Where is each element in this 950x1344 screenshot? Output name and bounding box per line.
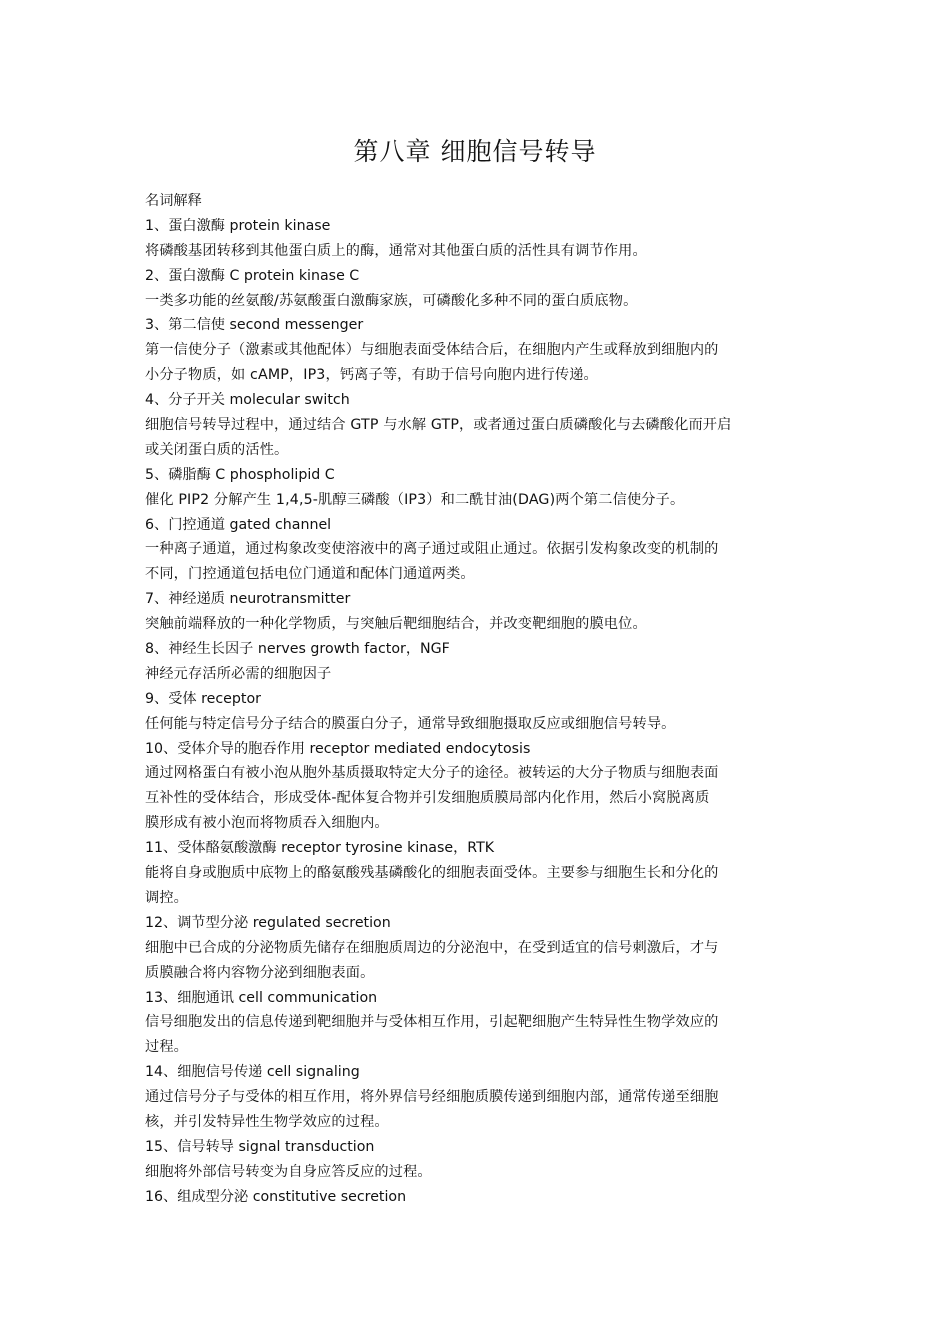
glossary-definition: [145, 662, 809, 687]
glossary-term: 14、细胞信号传递 cell signaling: [145, 1064, 360, 1081]
chapter-title: 第八章 细胞信号转导: [353, 137, 597, 166]
definition-line: 一类多功能的丝氨酸/苏氨酸蛋白激酶家族，可磷酸化多种不同的蛋白质底物。: [145, 292, 638, 309]
glossary-entry: [145, 1135, 809, 1185]
glossary-entry: [145, 911, 809, 986]
glossary-definition: [145, 413, 809, 463]
glossary-term: 5、磷脂酶 C phospholipid C: [145, 466, 335, 483]
definition-line: 质膜融合将内容物分泌到细胞表面。: [145, 964, 375, 981]
glossary-definition: [145, 289, 809, 314]
glossary-entry: [145, 513, 809, 588]
glossary-definition: [145, 612, 809, 637]
glossary-definition: [145, 488, 809, 513]
definition-line: 任何能与特定信号分子结合的膜蛋白分子，通常导致细胞摄取反应或细胞信号转导。: [145, 715, 676, 732]
definition-line: 小分子物质，如 cAMP，IP3，钙离子等，有助于信号向胞内进行传递。: [145, 367, 598, 384]
definition-line: 通过网格蛋白有被小泡从胞外基质摄取特定大分子的途径。被转运的大分子物质与细胞表面: [145, 765, 719, 782]
glossary-definition: [145, 861, 809, 911]
glossary-entry: [145, 587, 809, 637]
document-body: [145, 189, 809, 1210]
section-heading: 名词解释: [145, 193, 202, 209]
glossary-term: 2、蛋白激酶 C protein kinase C: [145, 267, 360, 284]
definition-line: 神经元存活所必需的细胞因子: [145, 665, 332, 682]
definition-line: 细胞信号转导过程中，通过结合 GTP 与水解 GTP，或者通过蛋白质磷酸化与去磷酸化而开启: [145, 417, 732, 434]
glossary-entry: [145, 737, 809, 837]
glossary-definition: [145, 1085, 809, 1135]
glossary-definition: [145, 1010, 809, 1060]
definition-line: 细胞中已合成的分泌物质先储存在细胞质周边的分泌泡中，在受到适宜的信号刺激后，才与: [145, 939, 719, 956]
glossary-term: 1、蛋白激酶 protein kinase: [145, 217, 331, 234]
glossary-term: 6、门控通道 gated channel: [145, 516, 332, 533]
definition-line: 突触前端释放的一种化学物质，与突触后靶细胞结合，并改变靶细胞的膜电位。: [145, 616, 647, 633]
glossary-term: 10、受体介导的胞吞作用 receptor mediated endocytosis: [145, 740, 531, 757]
glossary-definition: [145, 712, 809, 737]
definition-line: 膜形成有被小泡而将物质吞入细胞内。: [145, 815, 389, 832]
glossary-term: 9、受体 receptor: [145, 690, 261, 707]
glossary-entry: [145, 687, 809, 737]
glossary-term: 7、神经递质 neurotransmitter: [145, 591, 351, 608]
glossary-term: 11、受体酪氨酸激酶 receptor tyrosine kinase，RTK: [145, 840, 495, 857]
glossary-term: 13、细胞通讯 cell communication: [145, 989, 378, 1006]
glossary-definition: [145, 338, 809, 388]
glossary-definition: [145, 537, 809, 587]
definition-line: 能将自身或胞质中底物上的酪氨酸残基磷酸化的细胞表面受体。主要参与细胞生长和分化的: [145, 865, 719, 882]
glossary-definition: [145, 239, 809, 264]
glossary-entry: [145, 836, 809, 911]
definition-line: 信号细胞发出的信息传递到靶细胞并与受体相互作用，引起靶细胞产生特异性生物学效应的: [145, 1014, 719, 1031]
glossary-entry: [145, 388, 809, 463]
glossary-term: 4、分子开关 molecular switch: [145, 392, 350, 409]
glossary-term: 16、组成型分泌 constitutive secretion: [145, 1188, 407, 1205]
glossary-term: 3、第二信使 second messenger: [145, 317, 364, 334]
definition-line: 细胞将外部信号转变为自身应答反应的过程。: [145, 1163, 432, 1180]
glossary-term: 12、调节型分泌 regulated secretion: [145, 914, 391, 931]
glossary-entry: [145, 463, 809, 513]
definition-line: 核，并引发特异性生物学效应的过程。: [145, 1113, 389, 1130]
glossary-term: 15、信号转导 signal transduction: [145, 1138, 375, 1155]
glossary-term: 8、神经生长因子 nerves growth factor，NGF: [145, 641, 450, 658]
definition-line: 或关闭蛋白质的活性。: [145, 441, 289, 458]
glossary-entry: [145, 637, 809, 687]
definition-line: 互补性的受体结合，形成受体-配体复合物并引发细胞质膜局部内化作用，然后小窝脱离质: [145, 790, 710, 807]
definition-line: 调控。: [145, 889, 189, 906]
glossary-definition: [145, 1160, 809, 1185]
definition-line: 一种离子通道，通过构象改变使溶液中的离子通过或阻止通过。依据引发构象改变的机制的: [145, 541, 719, 558]
glossary-entry: [145, 1060, 809, 1135]
glossary-entry: [145, 1185, 809, 1210]
definition-line: 第一信使分子（激素或其他配体）与细胞表面受体结合后，在细胞内产生或释放到细胞内的: [145, 342, 719, 359]
glossary-entry: [145, 214, 809, 264]
glossary-entry: [145, 986, 809, 1061]
glossary-entry: [145, 313, 809, 388]
glossary-entry: [145, 264, 809, 314]
definition-line: 催化 PIP2 分解产生 1,4,5-肌醇三磷酸（IP3）和二酰甘油(DAG)两个第二信使分子。: [145, 491, 685, 508]
glossary-list: [145, 214, 809, 1210]
definition-line: 不同，门控通道包括电位门通道和配体门通道两类。: [145, 566, 475, 583]
glossary-definition: [145, 936, 809, 986]
definition-line: 通过信号分子与受体的相互作用，将外界信号经细胞质膜传递到细胞内部，通常传递至细胞: [145, 1089, 719, 1106]
definition-line: 过程。: [145, 1039, 189, 1056]
definition-line: 将磷酸基团转移到其他蛋白质上的酶，通常对其他蛋白质的活性具有调节作用。: [145, 242, 647, 259]
glossary-definition: [145, 761, 809, 836]
